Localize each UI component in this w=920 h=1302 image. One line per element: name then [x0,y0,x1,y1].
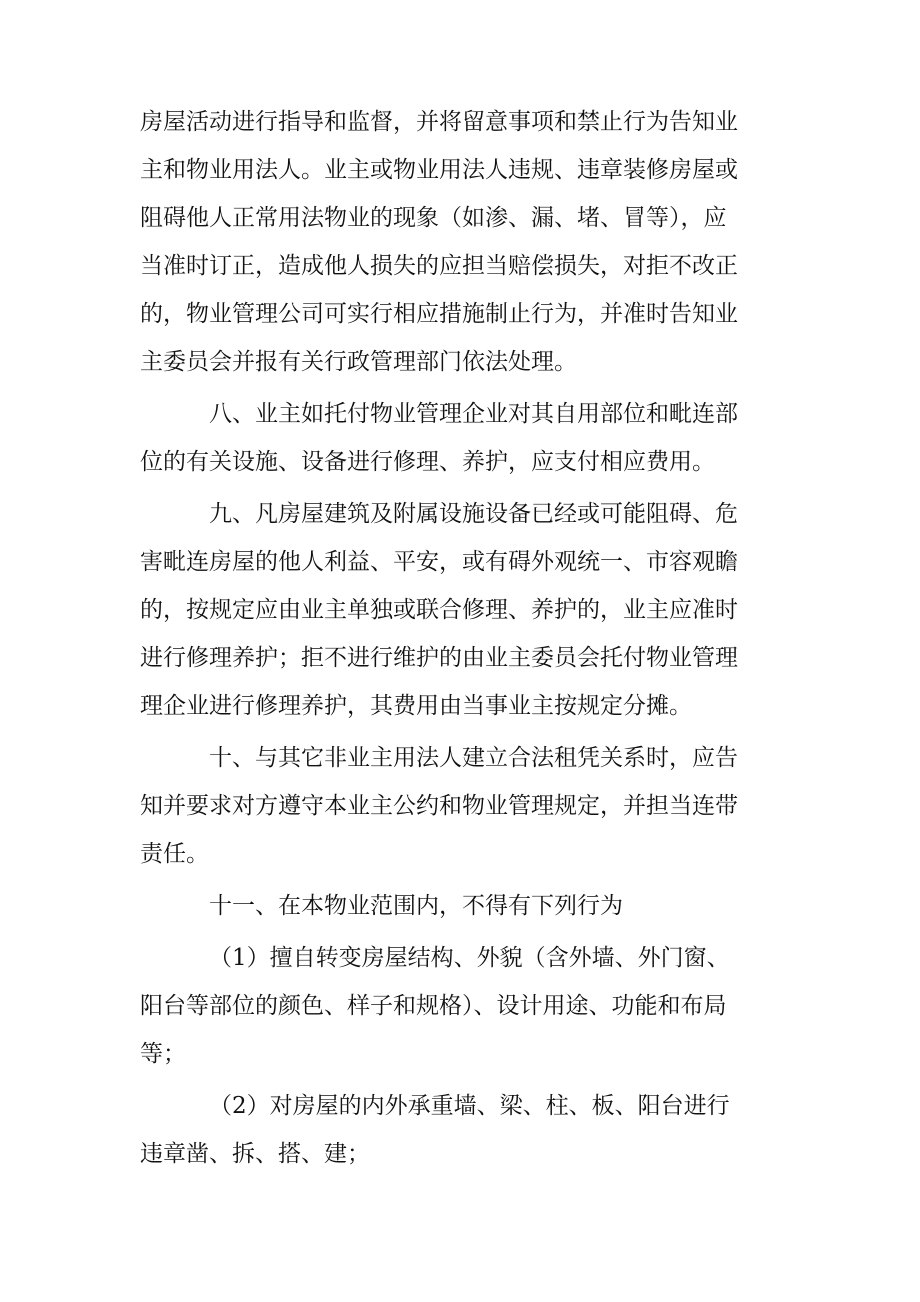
text-line: 阳台等部位的颜色、样子和规格）、设计用途、功能和布局 [140,993,727,1019]
paragraph-item-11-2 [140,1082,800,1178]
text-line: 的，物业管理公司可实行相应措施制止行为，并准时告知业 [140,301,738,327]
text-line: 当准时订正，造成他人损失的应担当赔偿损失，对拒不改正 [140,253,738,279]
text-line: 位的有关设施、设备进行修理、养护，应支付相应费用。 [140,449,715,475]
text-line: 知并要求对方遵守本业主公约和物业管理规定，并担当连带 [140,793,738,819]
paragraph-item-9 [140,490,800,730]
text-line: 害毗连房屋的他人利益、平安，或有碍外观统一、市容观瞻 [140,549,738,575]
text-line: 理企业进行修理养护，其费用由当事业主按规定分摊。 [140,693,692,719]
paragraph-item-11 [140,882,800,930]
paragraph-item-8 [140,390,800,486]
text-line: （1）擅自转变房屋结构、外貌（含外墙、外门窗、 [209,945,730,971]
text-line: 等； [140,1041,186,1067]
text-line: 主和物业用法人。业主或物业用法人违规、违章装修房屋或 [140,157,738,183]
paragraph-continuation [140,98,800,386]
text-line: 十、与其它非业主用法人建立合法租凭关系时，应告 [209,745,738,771]
paragraph-item-10 [140,734,800,878]
text-line: 责任。 [140,841,209,867]
document-body [140,98,800,1182]
text-line: 八、业主如托付物业管理企业对其自用部位和毗连部 [209,401,738,427]
text-line: 主委员会并报有关行政管理部门依法处理。 [140,349,577,375]
text-line: 房屋活动进行指导和监督，并将留意事项和禁止行为告知业 [140,109,738,135]
text-line: 进行修理养护；拒不进行维护的由业主委员会托付物业管理 [140,645,738,671]
text-line: 的，按规定应由业主单独或联合修理、养护的，业主应准时 [140,597,738,623]
text-line: （2）对房屋的内外承重墙、梁、柱、板、阳台进行 [209,1093,730,1119]
text-line: 九、凡房屋建筑及附属设施设备已经或可能阻碍、危 [209,501,738,527]
text-line: 违章凿、拆、搭、建； [140,1141,370,1167]
text-line: 阻碍他人正常用法物业的现象（如渗、漏、堵、冒等），应 [140,205,727,231]
paragraph-item-11-1 [140,934,800,1078]
text-line: 十一、在本物业范围内，不得有下列行为 [209,893,623,919]
